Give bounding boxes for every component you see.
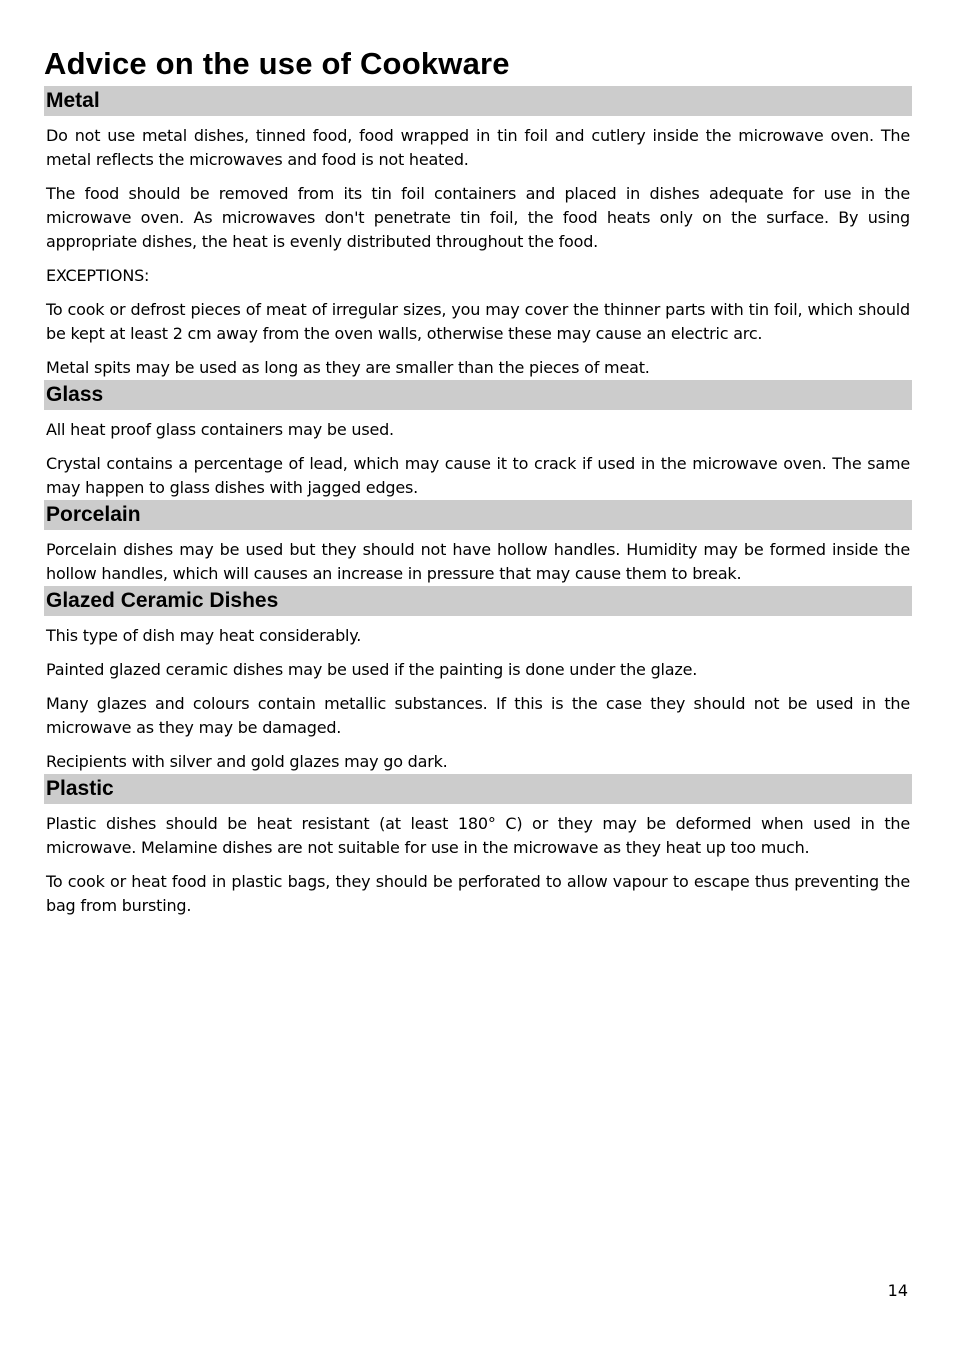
section-body-porcelain bbox=[44, 530, 912, 586]
section-heading-glazed-ceramic: Glazed Ceramic Dishes bbox=[44, 586, 912, 616]
paragraph: Painted glazed ceramic dishes may be used if the painting is done under the glaze. bbox=[46, 660, 698, 679]
section-body-glazed-ceramic bbox=[44, 616, 912, 774]
section-heading-porcelain: Porcelain bbox=[44, 500, 912, 530]
paragraph: The food should be removed from its tin foil containers and placed in dishes adequate for use in the microwave oven. As microwaves don't penetrate tin foil, the food heats only on the surface. By using appropriate dishes, the heat is evenly distributed throughout the food. bbox=[46, 184, 910, 251]
section-glazed-ceramic bbox=[44, 586, 912, 774]
section-body-plastic bbox=[44, 804, 912, 918]
paragraph: To cook or defrost pieces of meat of irregular sizes, you may cover the thinner parts with tin foil, which should be kept at least 2 cm away from the oven walls, otherwise these may cause an electric arc. bbox=[46, 300, 910, 343]
paragraph: Do not use metal dishes, tinned food, food wrapped in tin foil and cutlery inside the microwave oven. The metal reflects the microwaves and food is not heated. bbox=[46, 126, 910, 169]
paragraph: Recipients with silver and gold glazes may go dark. bbox=[46, 752, 448, 771]
paragraph: EXCEPTIONS: bbox=[46, 266, 150, 285]
page-title: Advice on the use of Cookware bbox=[44, 46, 510, 81]
paragraph: Crystal contains a percentage of lead, which may cause it to crack if used in the microwave oven. The same may happen to glass dishes with jagged edges. bbox=[46, 454, 910, 497]
paragraph: Many glazes and colours contain metallic substances. If this is the case they should not be used in the microwave as they may be damaged. bbox=[46, 694, 910, 737]
section-porcelain bbox=[44, 500, 912, 586]
paragraph: Porcelain dishes may be used but they should not have hollow handles. Humidity may be formed inside the hollow handles, which will causes an increase in pressure that may cause them to break. bbox=[46, 540, 910, 583]
section-heading-metal: Metal bbox=[44, 86, 912, 116]
section-heading-glass: Glass bbox=[44, 380, 912, 410]
paragraph: Plastic dishes should be heat resistant (at least 180° C) or they may be deformed when used in the microwave. Melamine dishes are not suitable for use in the microwave as they heat up too much. bbox=[46, 814, 910, 857]
section-plastic bbox=[44, 774, 912, 918]
paragraph: To cook or heat food in plastic bags, they should be perforated to allow vapour to escape thus preventing the bag from bursting. bbox=[46, 872, 910, 915]
section-metal bbox=[44, 86, 912, 380]
section-heading-plastic: Plastic bbox=[44, 774, 912, 804]
paragraph: All heat proof glass containers may be used. bbox=[46, 420, 394, 439]
page-number: 14 bbox=[887, 1281, 908, 1300]
section-glass bbox=[44, 380, 912, 500]
paragraph: This type of dish may heat considerably. bbox=[46, 626, 362, 645]
section-body-metal bbox=[44, 116, 912, 380]
section-body-glass bbox=[44, 410, 912, 500]
paragraph: Metal spits may be used as long as they are smaller than the pieces of meat. bbox=[46, 358, 650, 377]
document-page bbox=[44, 44, 912, 918]
